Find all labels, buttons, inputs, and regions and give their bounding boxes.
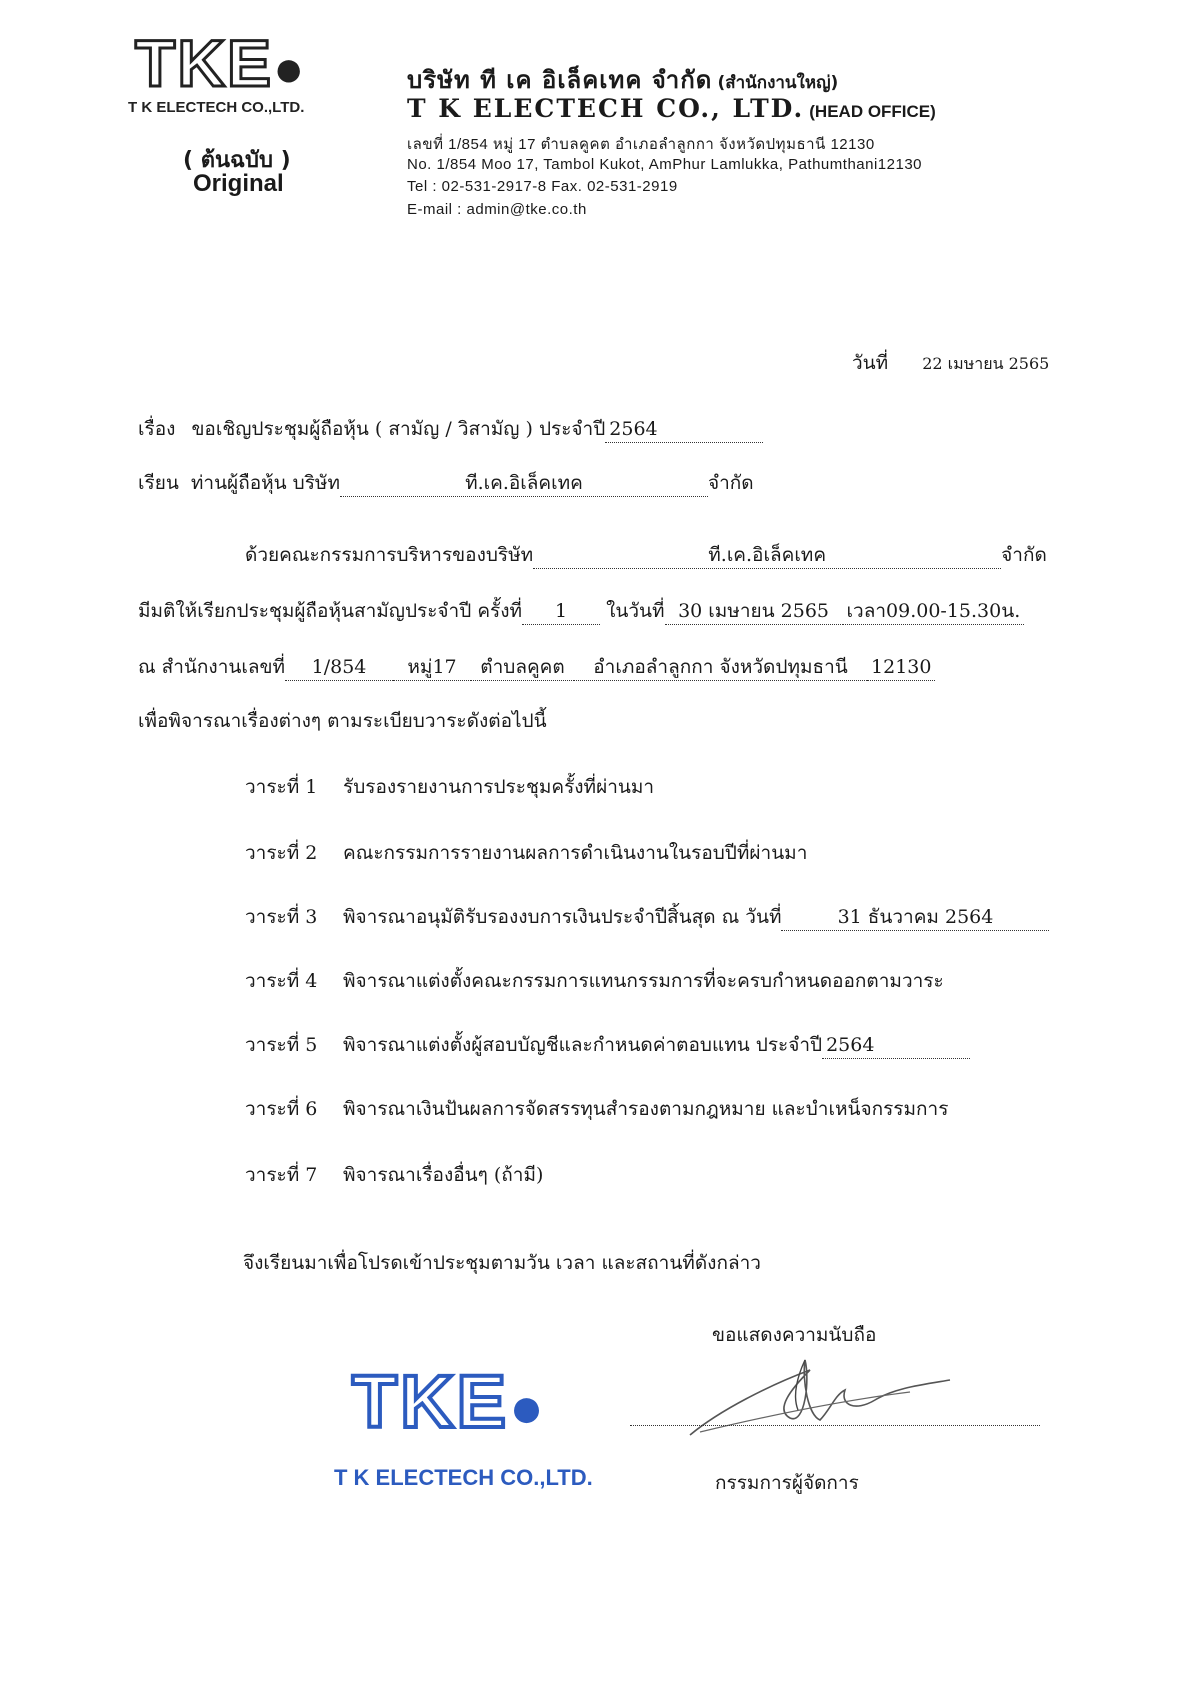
p3-moo: หมู่17: [393, 656, 471, 681]
agenda-text: พิจารณาเรื่องอื่นๆ (ถ้ามี): [343, 1164, 544, 1186]
subject-text: ขอเชิญประชุมผู้ถือหุ้น ( สามัญ / วิสามัญ ) ประจำปี: [191, 418, 606, 440]
p3-address: 1/854: [285, 656, 393, 681]
agenda-item: [245, 1030, 970, 1060]
paragraph-3: [138, 652, 935, 682]
p2-date: 30 เมษายน 2565: [665, 600, 843, 625]
stamp-company: T K ELECTECH CO.,LTD.: [334, 1465, 593, 1490]
p2-date-label: ในวันที่: [606, 600, 665, 622]
logo-dot: ●: [273, 40, 307, 98]
signature-line: [630, 1425, 1040, 1426]
paragraph-2: [138, 596, 1024, 626]
company-logo: [135, 26, 307, 100]
p2-number: 1: [522, 600, 600, 625]
company-office-th: (สำนักงานใหญ่): [717, 73, 839, 93]
signer-title: กรรมการผู้จัดการ: [715, 1472, 859, 1494]
agenda-item: [245, 1094, 948, 1124]
subject-row: [138, 414, 763, 444]
agenda-item: [245, 966, 944, 996]
agenda-text: พิจารณาแต่งตั้งผู้สอบบัญชีและกำหนดค่าตอบแทน ประจำปี: [343, 1034, 823, 1056]
company-name-en-row: [407, 94, 936, 123]
p3-zip: 12130: [867, 656, 935, 681]
p1-company: ที.เค.อิเล็คเทค: [533, 544, 1001, 569]
agenda-label: วาระที่ 7: [245, 1164, 318, 1186]
agenda-text: รับรองรายงานการประชุมครั้งที่ผ่านมา: [343, 776, 655, 798]
paragraph-1: [245, 540, 1047, 570]
p2-time: เวลา09.00-15.30น.: [843, 600, 1025, 625]
signature: [680, 1340, 960, 1450]
stamp-logo-text: TKE: [352, 1360, 509, 1443]
stamp-logo-dot: ●: [509, 1375, 548, 1440]
agenda-item: [245, 838, 807, 868]
agenda-text: พิจารณาแต่งตั้งคณะกรรมการแทนกรรมการที่จะครบกำหนดออกตามวาระ: [343, 970, 944, 992]
logo-company-name: T K ELECTECH CO.,LTD.: [128, 99, 305, 116]
agenda-fill: 2564: [822, 1034, 970, 1059]
p3-tambon: ตำบลคูคต: [471, 656, 574, 681]
recipient-row: [138, 468, 754, 498]
agenda-label: วาระที่ 4: [245, 970, 318, 992]
agenda-label: วาระที่ 6: [245, 1098, 318, 1120]
agenda-item: [245, 902, 1049, 932]
date-row: [852, 348, 1049, 378]
agenda-label: วาระที่ 1: [245, 776, 318, 798]
company-name-en: T K ELECTECH CO., LTD.: [407, 94, 805, 123]
address-th: เลขที่ 1/854 หมู่ 17 ตำบลคูคต อำเภอลำลูกกา จังหวัดปทุมธานี 12130: [407, 136, 875, 153]
p1-text: ด้วยคณะกรรมการบริหารของบริษัท: [245, 544, 534, 566]
recipient-label: เรียน: [138, 472, 179, 494]
subject-year: 2564: [605, 418, 763, 443]
agenda-text: คณะกรรมการรายงานผลการดำเนินงานในรอบปีที่ผ่านมา: [343, 842, 808, 864]
paragraph-4: เพื่อพิจารณาเรื่องต่างๆ ตามระเบียบวาระดังต่อไปนี้: [138, 710, 547, 732]
recipient-suffix: จำกัด: [707, 472, 754, 494]
agenda-item: [245, 1160, 543, 1190]
agenda-text: พิจารณาเงินปันผลการจัดสรรทุนสำรองตามกฎหมาย และบำเหน็จกรรมการ: [343, 1098, 949, 1120]
tel-fax: Tel : 02-531-2917-8 Fax. 02-531-2919: [407, 178, 678, 195]
agenda-label: วาระที่ 3: [245, 906, 318, 928]
stamp-logo: [352, 1360, 548, 1443]
address-en: No. 1/854 Moo 17, Tambol Kukot, AmPhur Lamlukka, Pathumthani12130: [407, 156, 923, 173]
email: E-mail : admin@tke.co.th: [407, 201, 587, 218]
date-value: 22 เมษายน 2565: [922, 354, 1050, 373]
agenda-fill: 31 ธันวาคม 2564: [781, 906, 1049, 931]
original-label-en: Original: [193, 170, 284, 197]
p3-rest: อำเภอลำลูกกา จังหวัดปทุมธานี: [574, 656, 867, 681]
closing-text: จึงเรียนมาเพื่อโปรดเข้าประชุมตามวัน เวลา และสถานที่ดังกล่าว: [243, 1252, 761, 1274]
logo-text: TKE: [135, 26, 273, 100]
regards-text: ขอแสดงความนับถือ: [712, 1324, 877, 1346]
agenda-label: วาระที่ 5: [245, 1034, 318, 1056]
date-label: วันที่: [852, 352, 889, 374]
recipient-text: ท่านผู้ถือหุ้น บริษัท: [190, 472, 340, 494]
subject-label: เรื่อง: [138, 418, 176, 440]
agenda-text: พิจารณาอนุมัติรับรองงบการเงินประจำปีสิ้นสุด ณ วันที่: [343, 906, 782, 928]
recipient-company: ที.เค.อิเล็คเทค: [340, 472, 708, 497]
p3-label: ณ สำนักงานเลขที่: [138, 656, 286, 678]
p2-text: มีมติให้เรียกประชุมผู้ถือหุ้นสามัญประจำปี ครั้งที่: [138, 600, 523, 622]
original-label-th: ( ต้นฉบับ ): [183, 148, 291, 173]
company-office-en: (HEAD OFFICE): [809, 102, 936, 121]
agenda-label: วาระที่ 2: [245, 842, 318, 864]
company-name-th: บริษัท ที เค อิเล็คเทค จำกัด: [407, 66, 713, 94]
p1-suffix: จำกัด: [1001, 544, 1047, 566]
agenda-item: [245, 772, 654, 802]
